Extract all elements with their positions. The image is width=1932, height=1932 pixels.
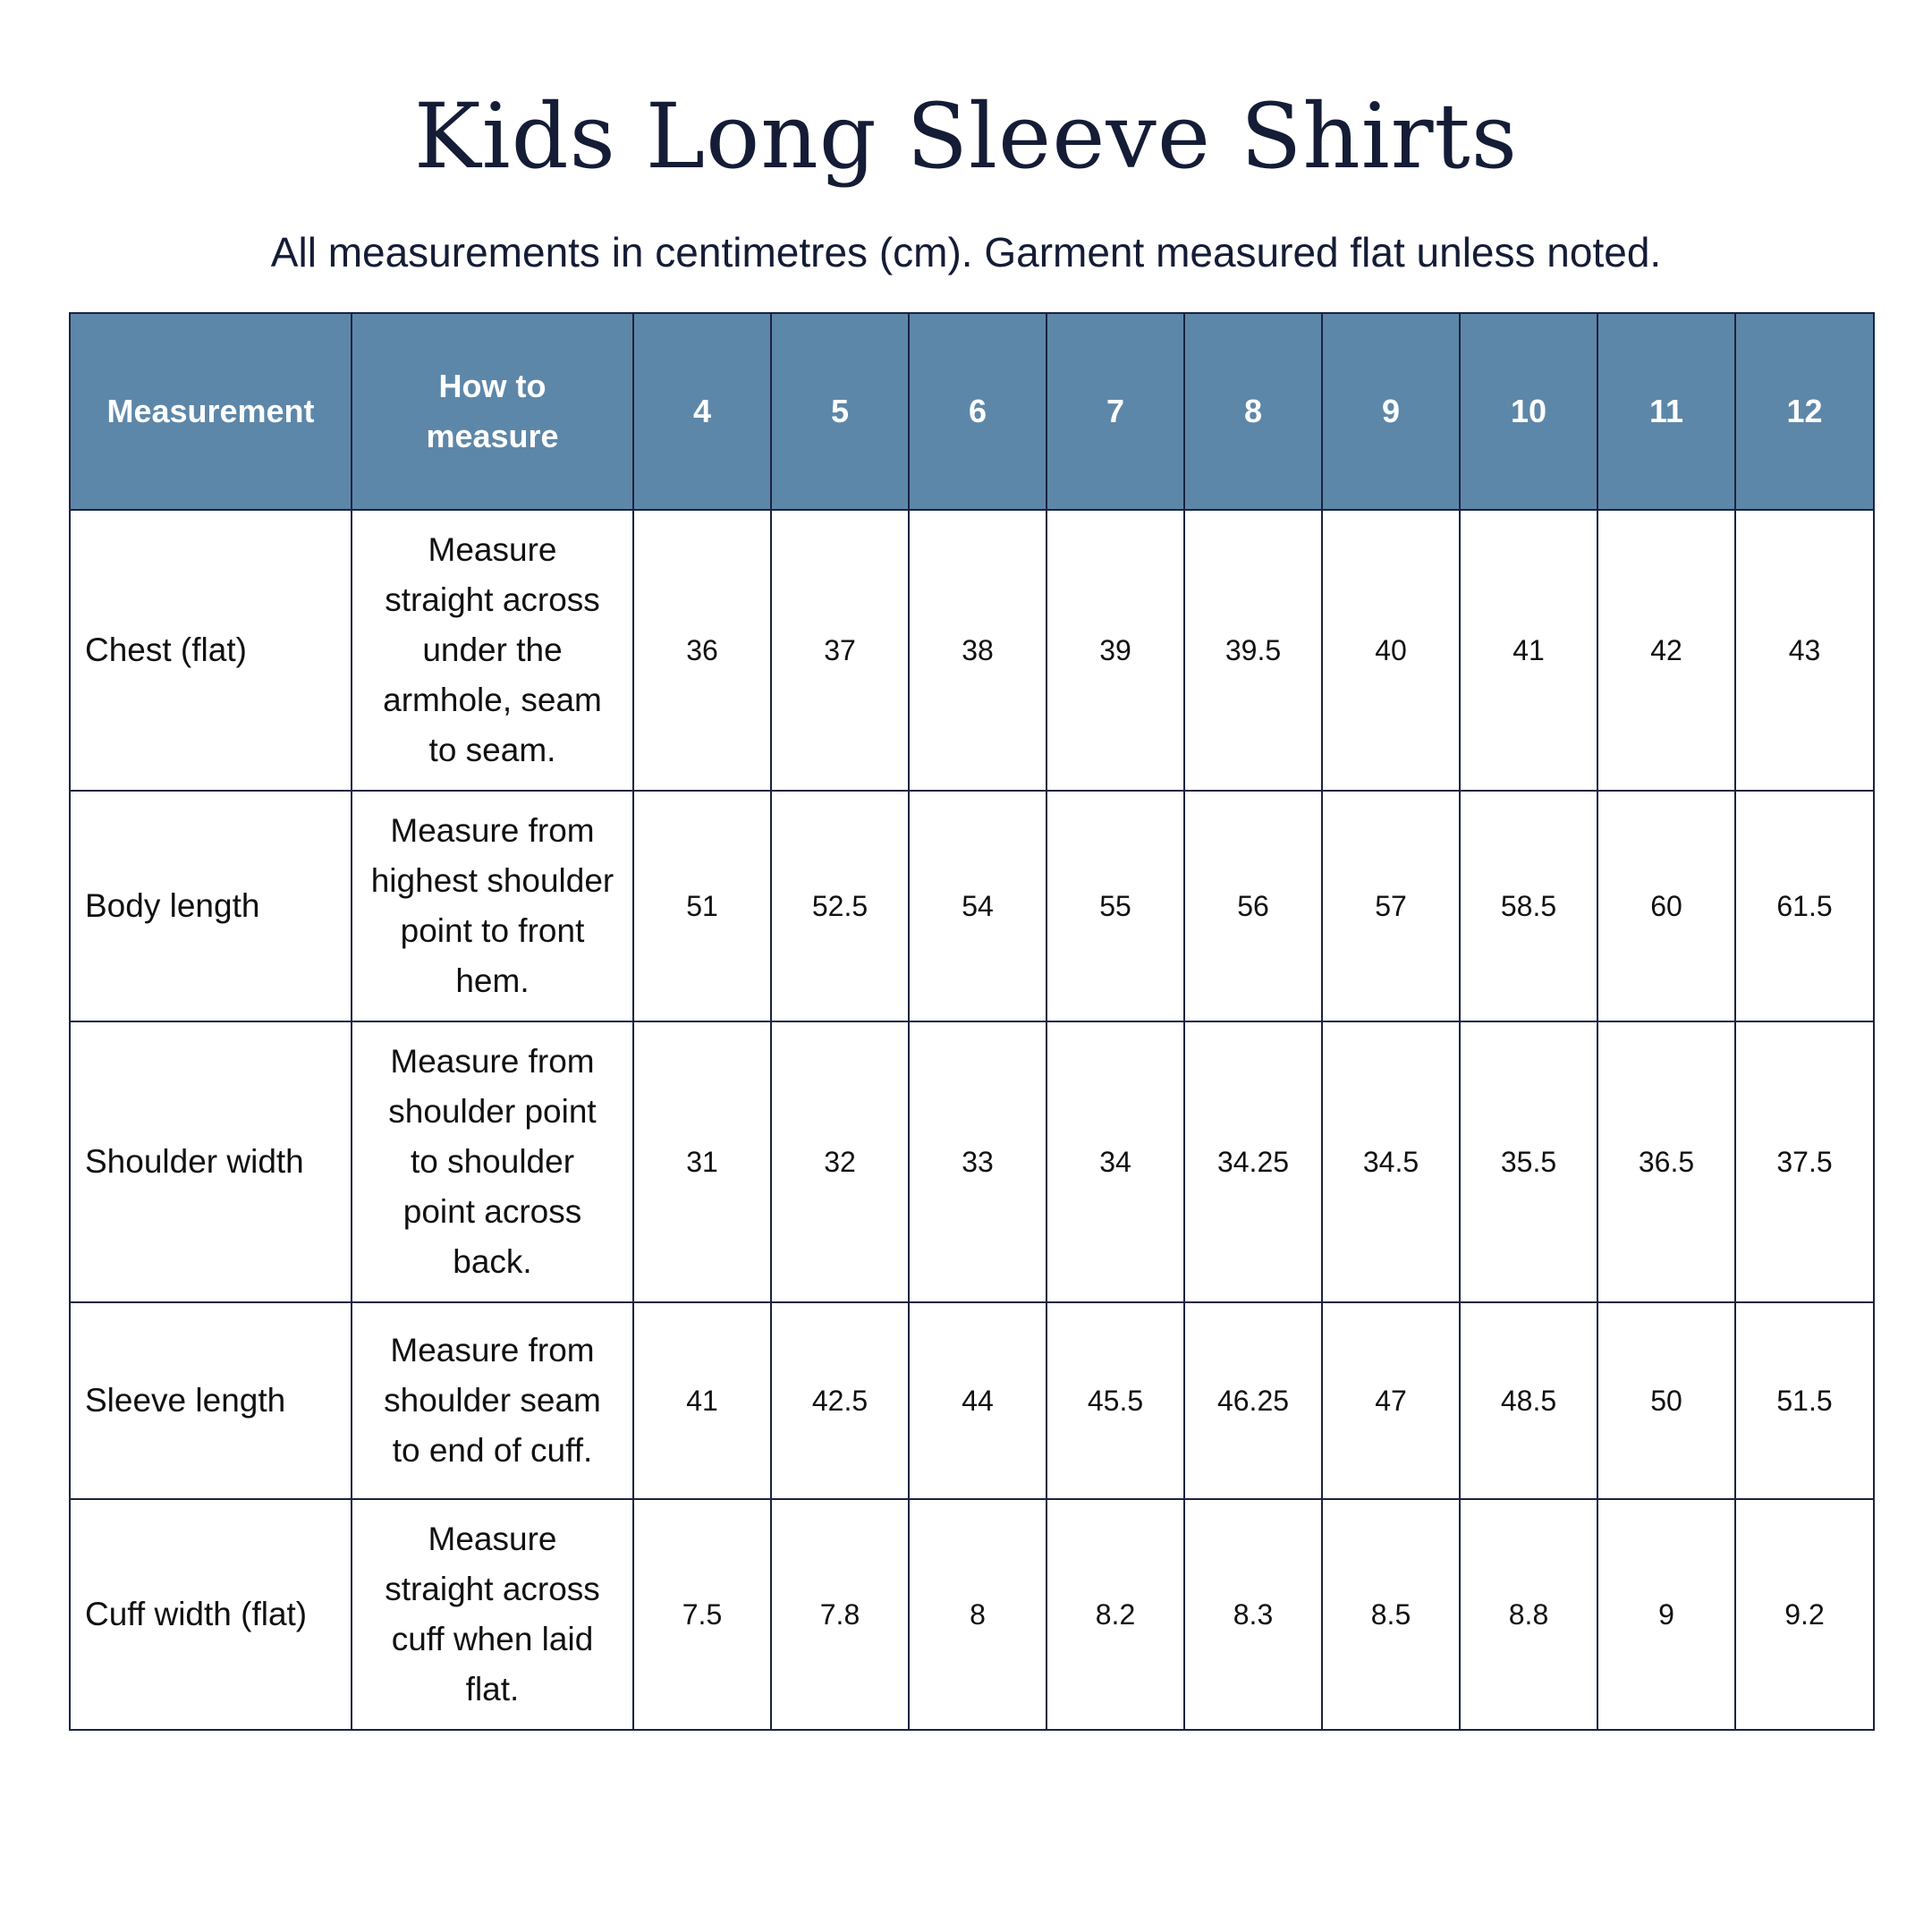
size-value: 40 bbox=[1322, 510, 1460, 791]
size-value: 8.3 bbox=[1184, 1499, 1322, 1730]
size-value: 51 bbox=[633, 791, 771, 1021]
size-value: 9 bbox=[1597, 1499, 1735, 1730]
size-chart-table bbox=[69, 312, 1875, 1731]
size-value: 9.2 bbox=[1735, 1499, 1874, 1730]
size-value: 38 bbox=[909, 510, 1046, 791]
size-value: 48.5 bbox=[1460, 1302, 1597, 1499]
header-size-10: 10 bbox=[1460, 313, 1597, 510]
size-value: 45.5 bbox=[1046, 1302, 1184, 1499]
size-value: 7.8 bbox=[771, 1499, 909, 1730]
size-value: 60 bbox=[1597, 791, 1735, 1021]
header-size-12: 12 bbox=[1735, 313, 1874, 510]
page-subtitle: All measurements in centimetres (cm). Garment measured flat unless noted. bbox=[270, 229, 1662, 275]
size-value: 41 bbox=[1460, 510, 1597, 791]
table-row bbox=[70, 1499, 1874, 1730]
size-value: 37.5 bbox=[1735, 1021, 1874, 1302]
size-value: 36 bbox=[633, 510, 771, 791]
size-value: 55 bbox=[1046, 791, 1184, 1021]
size-value: 8.8 bbox=[1460, 1499, 1597, 1730]
header-size-11: 11 bbox=[1597, 313, 1735, 510]
header-size-7: 7 bbox=[1046, 313, 1184, 510]
header-size-6: 6 bbox=[909, 313, 1046, 510]
size-value: 57 bbox=[1322, 791, 1460, 1021]
size-value: 8.2 bbox=[1046, 1499, 1184, 1730]
measurement-name: Cuff width (flat) bbox=[70, 1499, 352, 1730]
size-value: 7.5 bbox=[633, 1499, 771, 1730]
size-value: 46.25 bbox=[1184, 1302, 1322, 1499]
size-value: 33 bbox=[909, 1021, 1046, 1302]
size-value: 39.5 bbox=[1184, 510, 1322, 791]
size-value: 36.5 bbox=[1597, 1021, 1735, 1302]
size-value: 37 bbox=[771, 510, 909, 791]
size-value: 34.25 bbox=[1184, 1021, 1322, 1302]
measurement-name: Body length bbox=[70, 791, 352, 1021]
size-value: 51.5 bbox=[1735, 1302, 1874, 1499]
size-value: 35.5 bbox=[1460, 1021, 1597, 1302]
size-value: 44 bbox=[909, 1302, 1046, 1499]
size-value: 56 bbox=[1184, 791, 1322, 1021]
size-value: 31 bbox=[633, 1021, 771, 1302]
how-to-measure-text: Measure from shoulder point to shoulder point across back. bbox=[352, 1021, 633, 1302]
how-to-measure-text: Measure straight across cuff when laid flat. bbox=[352, 1499, 633, 1730]
header-size-5: 5 bbox=[771, 313, 909, 510]
measurement-name: Shoulder width bbox=[70, 1021, 352, 1302]
size-value: 54 bbox=[909, 791, 1046, 1021]
table-row bbox=[70, 1021, 1874, 1302]
header-size-8: 8 bbox=[1184, 313, 1322, 510]
size-value: 47 bbox=[1322, 1302, 1460, 1499]
size-value: 34 bbox=[1046, 1021, 1184, 1302]
table-row bbox=[70, 510, 1874, 791]
header-how-to-text: How to measure bbox=[426, 368, 559, 454]
size-value: 50 bbox=[1597, 1302, 1735, 1499]
header-size-4: 4 bbox=[633, 313, 771, 510]
size-value: 39 bbox=[1046, 510, 1184, 791]
size-value: 42.5 bbox=[771, 1302, 909, 1499]
measurement-name: Chest (flat) bbox=[70, 510, 352, 791]
page-title: Kids Long Sleeve Shirts bbox=[413, 84, 1519, 189]
size-value: 8 bbox=[909, 1499, 1046, 1730]
size-value: 42 bbox=[1597, 510, 1735, 791]
size-value: 52.5 bbox=[771, 791, 909, 1021]
size-value: 43 bbox=[1735, 510, 1874, 791]
table-row bbox=[70, 791, 1874, 1021]
header-measurement: Measurement bbox=[70, 313, 352, 510]
size-value: 58.5 bbox=[1460, 791, 1597, 1021]
size-value: 34.5 bbox=[1322, 1021, 1460, 1302]
how-to-measure-text: Measure from shoulder seam to end of cuff. bbox=[352, 1302, 633, 1499]
size-value: 41 bbox=[633, 1302, 771, 1499]
table-header-row bbox=[70, 313, 1874, 510]
measurement-name: Sleeve length bbox=[70, 1302, 352, 1499]
size-value: 8.5 bbox=[1322, 1499, 1460, 1730]
header-how-to-measure bbox=[352, 313, 633, 510]
header-size-9: 9 bbox=[1322, 313, 1460, 510]
how-to-measure-text: Measure straight across under the armhole, seam to seam. bbox=[352, 510, 633, 791]
size-value: 32 bbox=[771, 1021, 909, 1302]
how-to-measure-text: Measure from highest shoulder point to front hem. bbox=[352, 791, 633, 1021]
size-value: 61.5 bbox=[1735, 791, 1874, 1021]
table-row bbox=[70, 1302, 1874, 1499]
